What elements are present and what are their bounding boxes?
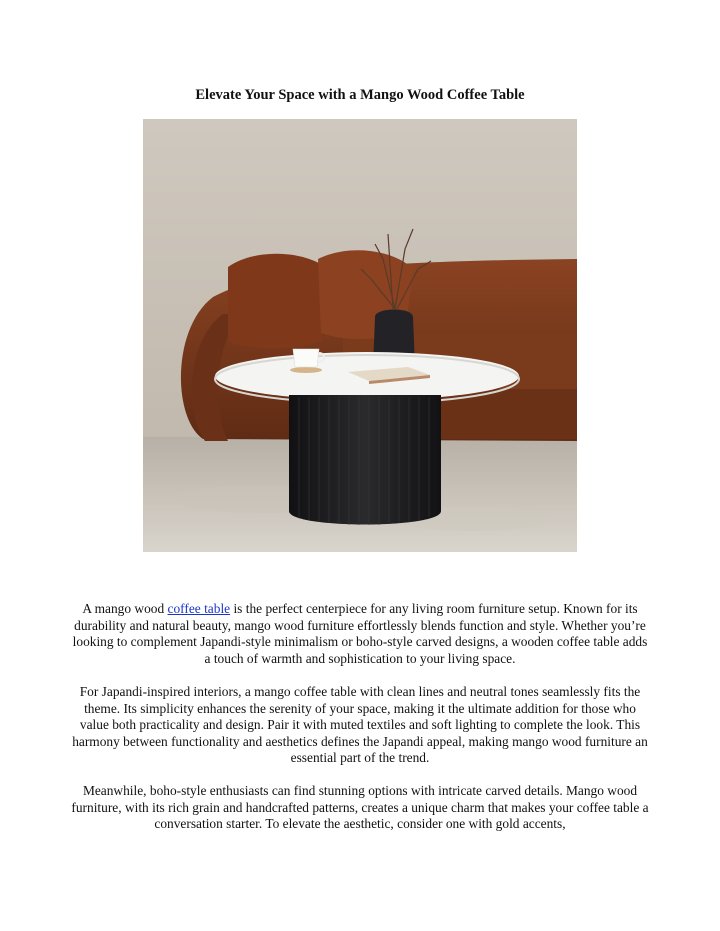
- coffee-table-photo: [143, 119, 577, 552]
- paragraph-text: A mango wood: [82, 601, 168, 616]
- paragraph-text: is the perfect centerpiece for any living room furniture setup. Known for its durability and natural beauty, mango wood furniture effortlessly blends function and style. Whether you’re looking to complement Japandi-style minimalism or boho-style carved designs, a wooden coffee table adds a touch of warmth and sophistication to your living space.: [72, 601, 648, 666]
- paragraph-boho: Meanwhile, boho-style enthusiasts can find stunning options with intricate carved details. Mango wood furniture, with its rich grain and handcrafted patterns, creates a unique charm that makes your coffee table a conversation starter. To elevate the aesthetic, consider one with gold accents,: [71, 783, 649, 832]
- coffee-table-link[interactable]: coffee table: [167, 601, 231, 616]
- coffee-cup: [293, 349, 319, 367]
- paragraph-japandi: For Japandi-inspired interiors, a mango coffee table with clean lines and neutral tones seamlessly fits the theme. Its simplicity enhances the serenity of your space, making it the ultimate addition for those who value both practicality and design. Pair it with muted textiles and soft lighting to complete the look. This harmony between functionality and aesthetics defines the Japandi appeal, making mango wood furniture an essential part of the trend.: [72, 684, 648, 766]
- paragraph-intro: [70, 601, 650, 667]
- table-base: [289, 395, 441, 525]
- sofa-pillow: [228, 254, 328, 349]
- document-title: Elevate Your Space with a Mango Wood Coffee Table: [195, 87, 525, 103]
